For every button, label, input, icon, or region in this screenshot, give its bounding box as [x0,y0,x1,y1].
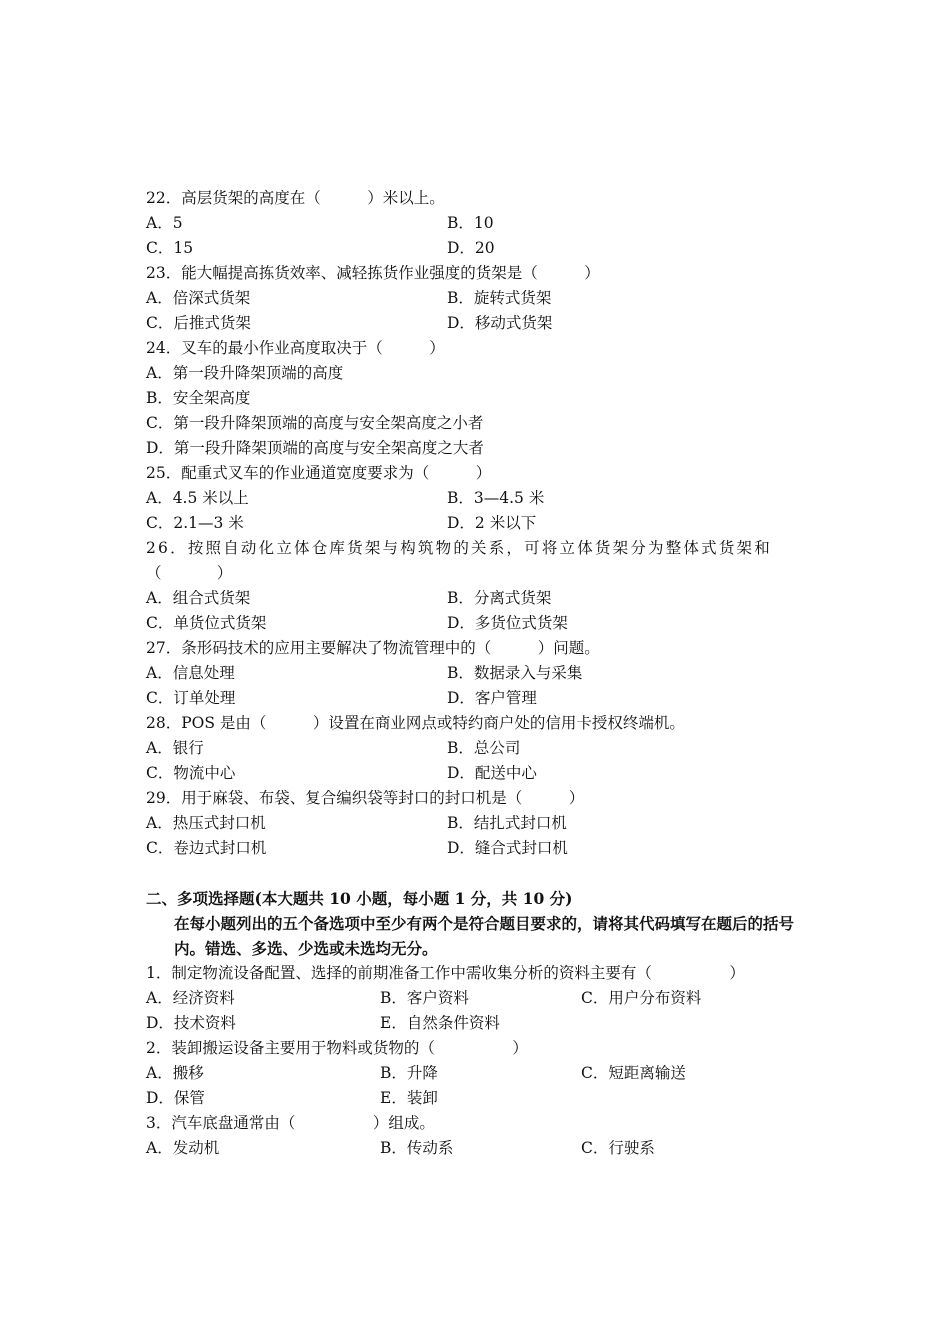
option-b: B．3—4.5 米 [447,489,545,507]
options-row [146,286,816,311]
option-b: B．分离式货架 [447,589,552,607]
option-a: A．银行 [146,739,204,757]
option-c: C．订单处理 [146,689,236,707]
multi-question-1: 1．制定物流设备配置、选择的前期准备工作中需收集分析的资料主要有（ ） [146,964,745,982]
option-a: A．发动机 [146,1139,220,1157]
options-row [146,761,816,786]
question-22: 22．高层货架的高度在（ ）米以上。 [146,189,445,207]
option-b: B．安全架高度 [146,389,251,407]
options-row [146,1136,816,1161]
option-b: B．总公司 [447,739,521,757]
option-b: B．10 [447,214,494,232]
options-row [146,661,816,686]
section-gap [146,861,816,886]
options-row [146,836,816,861]
multi-question-2: 2．装卸搬运设备主要用于物料或货物的（ ） [146,1039,528,1057]
options-row [146,486,816,511]
question-29: 29．用于麻袋、布袋、复合编织袋等封口的封口机是（ ） [146,789,585,807]
options-row [146,736,816,761]
options-row [146,236,816,261]
options-row [146,1086,816,1111]
option-b: B．数据录入与采集 [447,664,583,682]
option-a: A．第一段升降架顶端的高度 [146,364,344,382]
option-c: C．单货位式货架 [146,614,267,632]
option-d: D．20 [447,239,495,257]
question-28: 28．POS 是由（ ）设置在商业网点或特约商户处的信用卡授权终端机。 [146,714,685,732]
options-row [146,1011,816,1036]
option-c: C．第一段升降架顶端的高度与安全架高度之小者 [146,414,484,432]
exam-content [146,186,816,1161]
option-c: C．2.1—3 米 [146,514,244,532]
option-a: A．组合式货架 [146,589,251,607]
option-a: A．4.5 米以上 [146,489,249,507]
option-c: C．物流中心 [146,764,236,782]
option-a: A．5 [146,214,183,232]
option-a: A．信息处理 [146,664,235,682]
option-d: D．技术资料 [146,1014,236,1032]
option-b: B．传动系 [380,1139,454,1157]
option-a: A．搬移 [146,1064,204,1082]
option-d: D．多货位式货架 [447,614,568,632]
options-row [146,211,816,236]
option-b: B．升降 [380,1064,438,1082]
options-row [146,586,816,611]
question-27: 27．条形码技术的应用主要解决了物流管理中的（ ）问题。 [146,639,600,657]
option-d: D．缝合式封口机 [447,839,568,857]
question-23: 23．能大幅提高拣货效率、减轻拣货作业强度的货架是（ ） [146,264,600,282]
option-b: B．客户资料 [380,989,469,1007]
option-d: D．2 米以下 [447,514,537,532]
option-c: C．后推式货架 [146,314,251,332]
option-c: C．15 [146,239,194,257]
options-row [146,311,816,336]
multi-question-3: 3．汽车底盘通常由（ ）组成。 [146,1114,435,1132]
options-row [146,686,816,711]
options-row [146,611,816,636]
option-a: A．热压式封口机 [146,814,266,832]
options-row [146,511,816,536]
option-e: E．自然条件资料 [380,1014,500,1032]
option-a: A．经济资料 [146,989,235,1007]
option-d: D．第一段升降架顶端的高度与安全架高度之大者 [146,439,484,457]
options-row [146,986,816,1011]
question-25: 25．配重式叉车的作业通道宽度要求为（ ） [146,464,492,482]
option-d: D．客户管理 [447,689,537,707]
section-title: 二、多项选择题(本大题共 10 小题，每小题 1 分，共 10 分) [146,889,573,908]
option-b: B．结扎式封口机 [447,814,567,832]
question-24: 24．叉车的最小作业高度取决于（ ） [146,339,445,357]
option-d: D．移动式货架 [447,314,553,332]
option-a: A．倍深式货架 [146,289,251,307]
option-e: E．装卸 [380,1089,438,1107]
option-c: C．卷边式封口机 [146,839,267,857]
option-d: D．配送中心 [447,764,537,782]
option-d: D．保管 [146,1089,205,1107]
option-c: C．行驶系 [581,1139,655,1157]
option-c: C．用户分布资料 [581,989,702,1007]
option-c: C．短距离输送 [581,1064,686,1082]
question-26: 26．按照自动化立体仓库货架与构筑物的关系，可将立体货架分为整体式货架和（ ） [146,539,772,582]
option-b: B．旋转式货架 [447,289,552,307]
options-row [146,1061,816,1086]
options-row [146,811,816,836]
section-instruction: 在每小题列出的五个备选项中至少有两个是符合题目要求的，请将其代码填写在题后的括号内。错选、多选、少选或未选均无分。 [174,914,795,958]
